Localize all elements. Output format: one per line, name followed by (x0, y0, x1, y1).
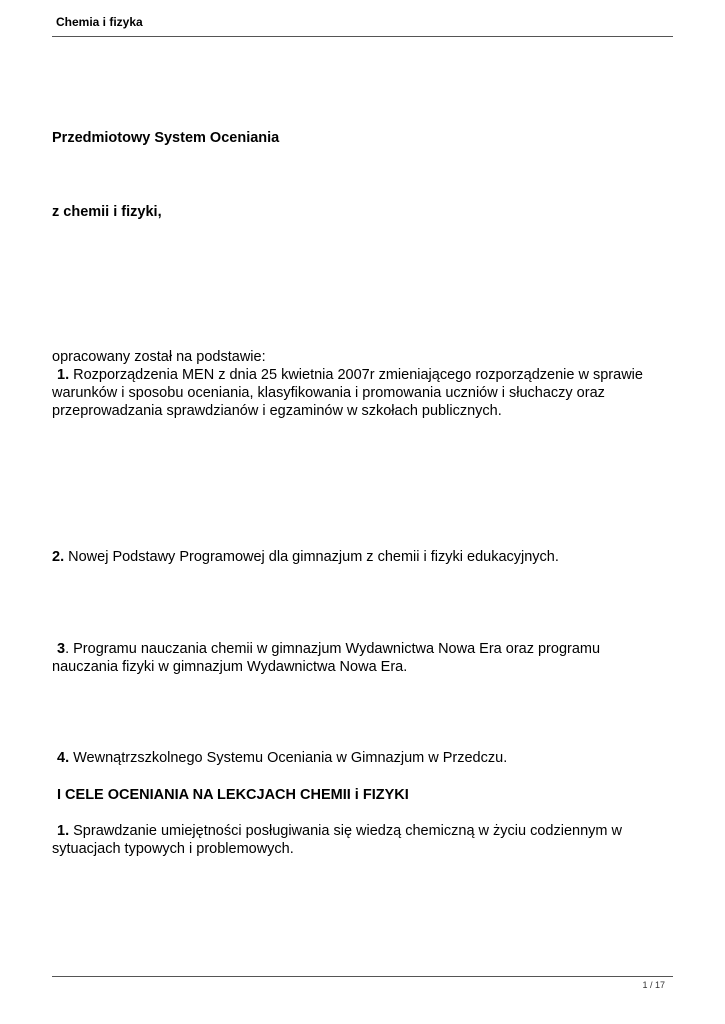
goal-item-1-line-2: sytuacjach typowych i problemowych. (52, 841, 294, 857)
footer-divider (52, 976, 673, 977)
basis-item-2-text: Nowej Podstawy Programowej dla gimnazjum z chemii i fizyki edukacyjnych. (68, 549, 559, 565)
goal-item-1-text: Sprawdzanie umiejętności posługiwania się wiedzą chemiczną w życiu codziennym w (73, 823, 622, 839)
basis-item-2-number: 2. (52, 549, 65, 565)
basis-item-1-line-3: przeprowadzania sprawdzianów i egzaminów w szkołach publicznych. (52, 403, 502, 419)
section-heading: I CELE OCENIANIA NA LEKCJACH CHEMII i FIZYKI (57, 787, 409, 803)
basis-item-1-text: Rozporządzenia MEN z dnia 25 kwietnia 2007r zmieniającego rozporządzenie w sprawie (73, 367, 643, 383)
document-subtitle: z chemii i fizyki, (52, 204, 162, 220)
intro-text: opracowany został na podstawie: (52, 349, 266, 365)
basis-item-1-number: 1. (57, 367, 70, 383)
basis-item-1-line-2: warunków i sposobu oceniania, klasyfikowania i promowania uczniów i słuchaczy oraz (52, 385, 605, 401)
goal-item-1-line-1 (52, 822, 682, 840)
basis-item-3-number: 3 (57, 641, 66, 657)
page-number: 1 / 17 (642, 980, 665, 990)
header-divider (52, 36, 673, 37)
basis-item-4-text: Wewnątrzszkolnego Systemu Oceniania w Gimnazjum w Przedczu. (73, 750, 508, 766)
basis-item-2 (52, 548, 677, 566)
document-title: Przedmiotowy System Oceniania (52, 130, 280, 146)
basis-item-3-line-1 (52, 640, 682, 658)
running-header-title: Chemia i fizyka (56, 15, 143, 29)
basis-item-1-line-1 (52, 366, 682, 384)
basis-item-3-line-2: nauczania fizyki w gimnazjum Wydawnictwa Nowa Era. (52, 659, 408, 675)
basis-item-4-number: 4. (57, 750, 70, 766)
basis-item-4 (52, 749, 682, 767)
goal-item-1-number: 1. (57, 823, 70, 839)
basis-item-3-text: . Programu nauczania chemii w gimnazjum Wydawnictwa Nowa Era oraz programu (65, 641, 601, 657)
